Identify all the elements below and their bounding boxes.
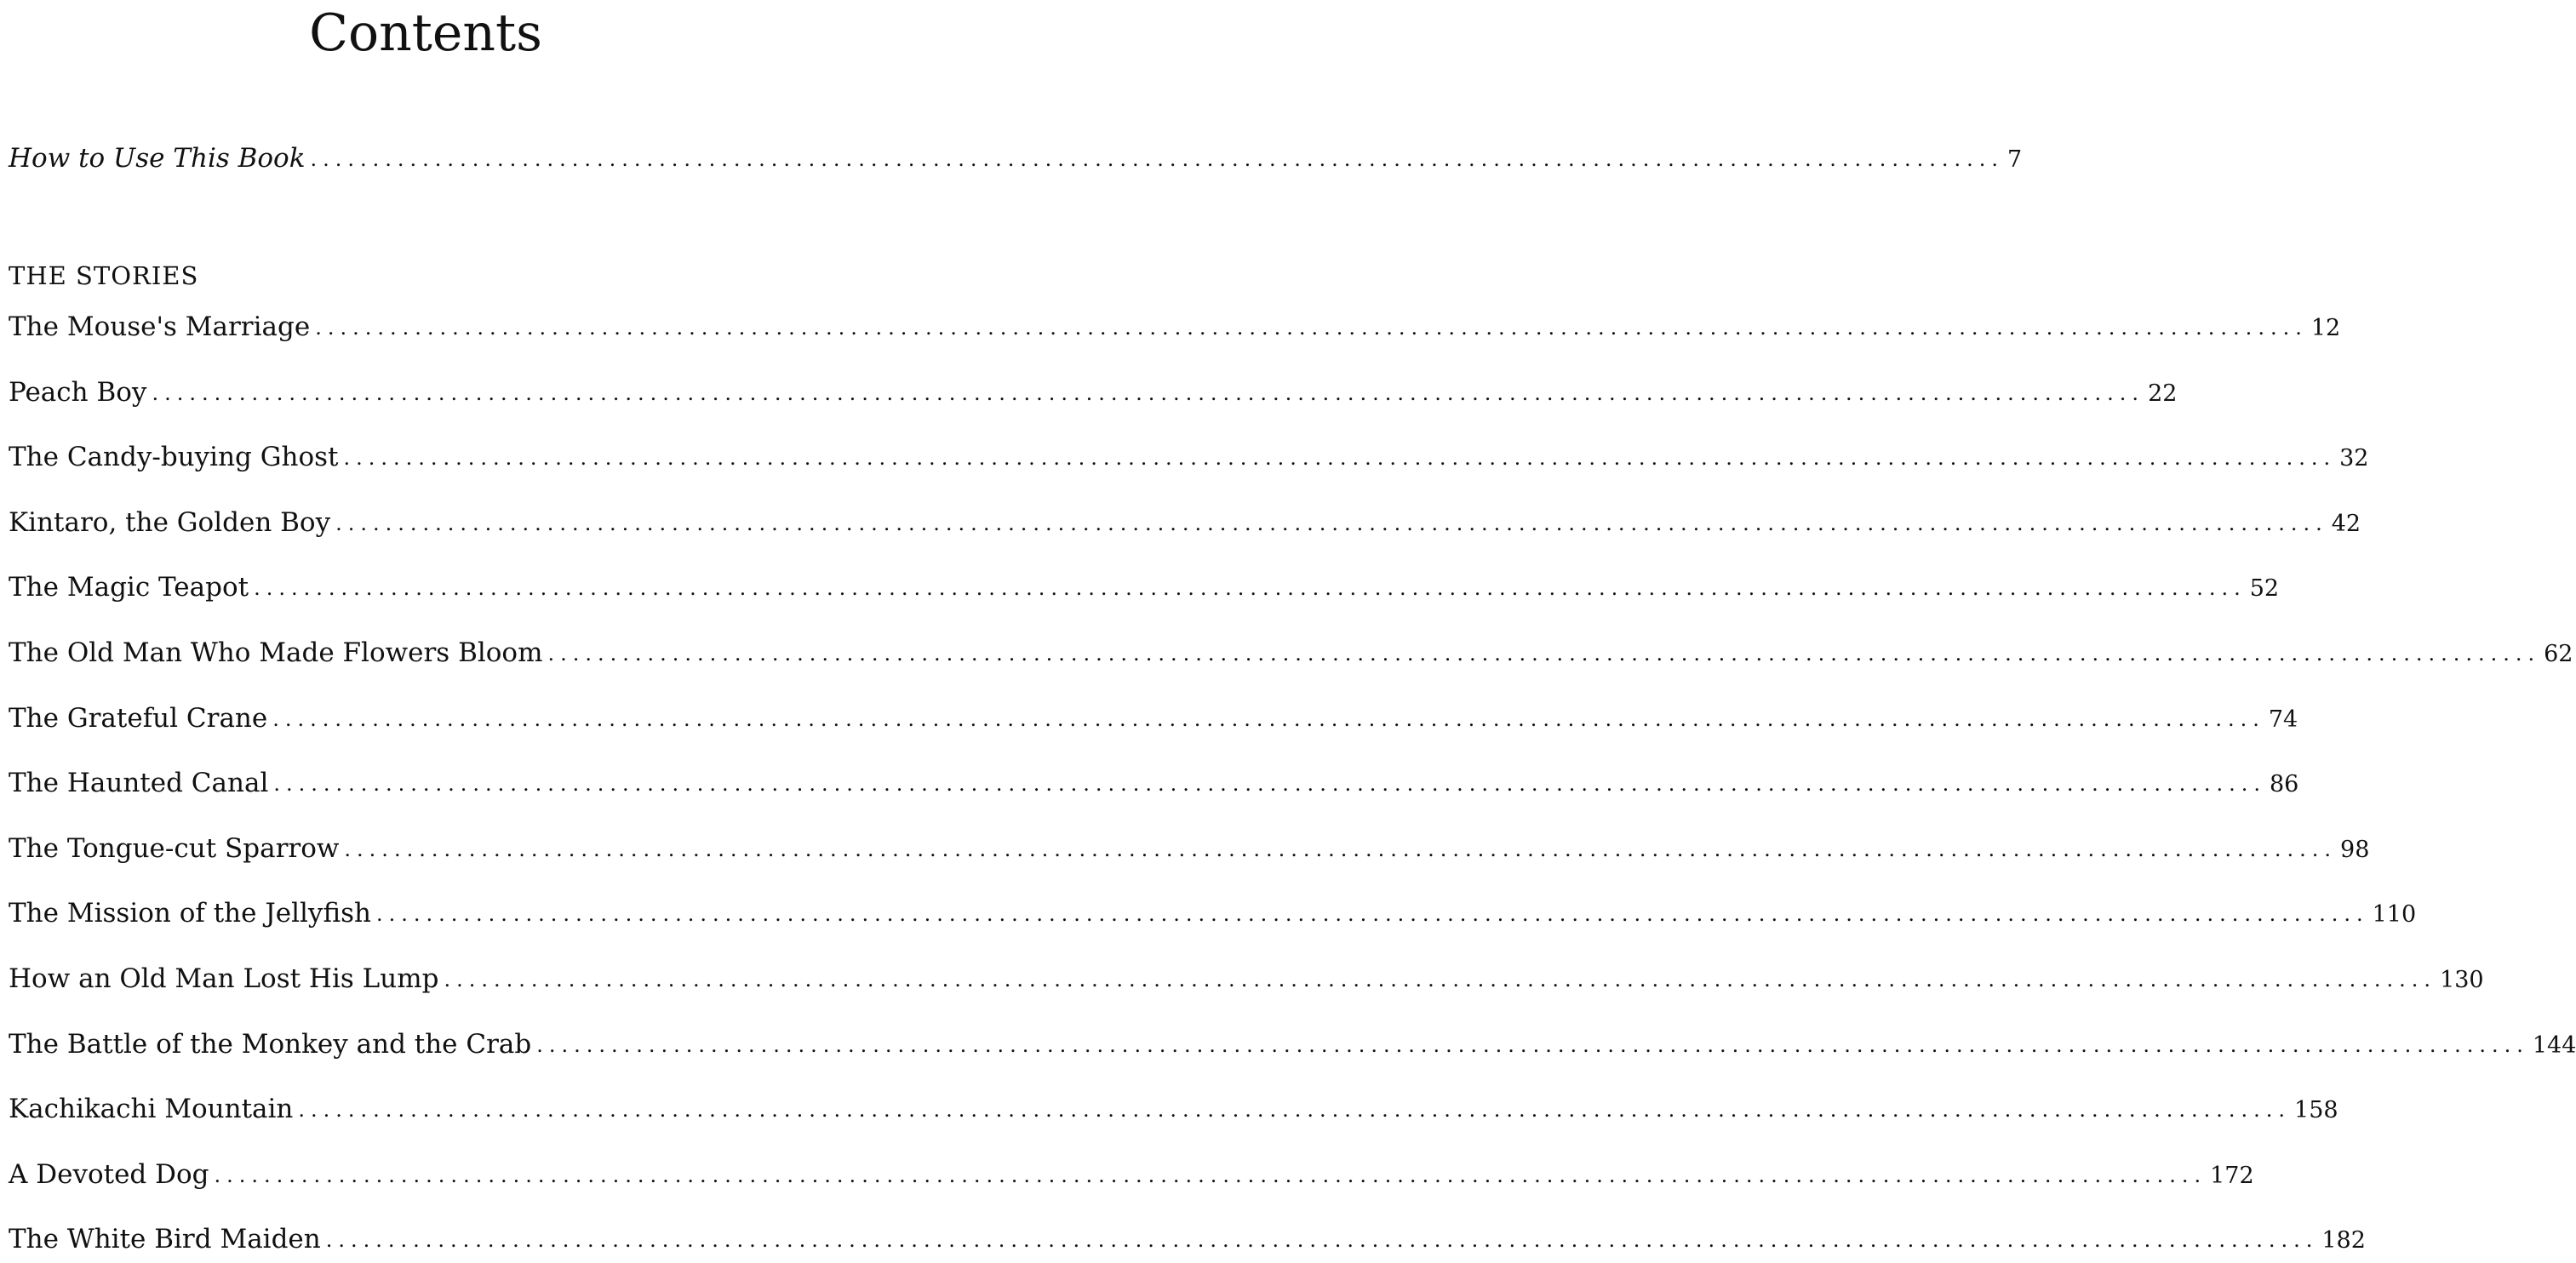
toc-entry-page: 52 xyxy=(2249,575,2280,602)
toc-entry-page: 42 xyxy=(2331,511,2361,537)
toc-entry-label: The Grateful Crane xyxy=(9,703,268,734)
toc-entry-label: Peach Boy xyxy=(9,377,147,408)
toc-entry-page: 74 xyxy=(2268,706,2298,733)
dot-leader: ........................................................................................................................................ xyxy=(310,147,2005,171)
toc-entry-page: 7 xyxy=(2007,146,2023,173)
toc-entry-page: 130 xyxy=(2440,967,2484,993)
toc-entry[interactable] xyxy=(9,1027,2576,1061)
dot-leader: ................................................................................................................................................................ xyxy=(325,1228,2319,1252)
toc-entry-label: A Devoted Dog xyxy=(9,1159,209,1190)
toc-entry-label: Kachikachi Mountain xyxy=(9,1094,294,1124)
toc-entry-page: 12 xyxy=(2310,315,2341,341)
toc-entry-page: 172 xyxy=(2210,1163,2254,1189)
toc-entry[interactable] xyxy=(9,962,2484,996)
dot-leader: ................................................................................................................................................................ xyxy=(254,576,2247,600)
toc-entry[interactable] xyxy=(9,1222,2366,1256)
toc-entry[interactable] xyxy=(9,310,2341,344)
toc-entry[interactable] xyxy=(9,896,2417,930)
dot-leader: ................................................................................................................................................................ xyxy=(152,381,2145,405)
toc-entry-page: 144 xyxy=(2532,1032,2576,1059)
toc-entry-label: Kintaro, the Golden Boy xyxy=(9,507,331,538)
toc-entry-page: 32 xyxy=(2339,445,2369,471)
dot-leader: ................................................................................................................................................................ xyxy=(547,642,2541,666)
toc-entry-label: The Magic Teapot xyxy=(9,572,249,603)
dot-leader: ................................................................................................................................................................ xyxy=(273,772,2266,796)
toc-entry-label: The White Bird Maiden xyxy=(9,1224,321,1254)
toc-entry[interactable] xyxy=(9,1092,2338,1126)
toc-entry-how-to-use[interactable] xyxy=(9,141,2023,175)
dot-leader: ................................................................................................................................................................ xyxy=(335,511,2328,535)
toc-entry-page: 86 xyxy=(2269,771,2299,797)
dot-leader: ................................................................................................................................................................ xyxy=(376,902,2369,926)
toc-entry[interactable] xyxy=(9,506,2361,540)
dot-leader: ................................................................................................................................................................ xyxy=(272,707,2265,731)
dot-leader: ................................................................................................................................................................ xyxy=(298,1098,2292,1122)
toc-entry-label: The Candy-buying Ghost xyxy=(9,442,339,472)
toc-entry-label: The Old Man Who Made Flowers Bloom xyxy=(9,637,543,668)
toc-entry-page: 158 xyxy=(2294,1097,2338,1123)
toc-entry-label: The Tongue-cut Sparrow xyxy=(9,833,340,864)
toc-entry-page: 62 xyxy=(2544,641,2573,667)
toc-entry[interactable] xyxy=(9,440,2369,474)
toc-entry-label: How to Use This Book xyxy=(9,143,306,174)
toc-entry-page: 22 xyxy=(2148,380,2178,407)
toc-entry[interactable] xyxy=(9,701,2298,735)
toc-entry-page: 98 xyxy=(2340,837,2370,863)
dot-leader: ................................................................................................................................................................ xyxy=(536,1033,2529,1057)
page-title: Contents xyxy=(309,3,542,63)
dot-leader: ................................................................................................................................................................ xyxy=(315,316,2308,340)
toc-entry-page: 182 xyxy=(2321,1227,2366,1254)
toc-entry-label: How an Old Man Lost His Lump xyxy=(9,963,439,994)
toc-entry[interactable] xyxy=(9,375,2178,409)
toc-entry-label: The Battle of the Monkey and the Crab xyxy=(9,1029,532,1060)
dot-leader: ................................................................................................................................................................ xyxy=(444,968,2437,992)
toc-entry-label: The Haunted Canal xyxy=(9,768,269,798)
toc-entry-label: The Mission of the Jellyfish xyxy=(9,898,371,929)
dot-leader: ................................................................................................................................................................ xyxy=(344,837,2338,861)
dot-leader: ................................................................................................................................................................ xyxy=(343,446,2337,470)
section-heading: THE STORIES xyxy=(9,261,199,290)
toc-entry[interactable] xyxy=(9,636,2573,670)
toc-entry[interactable] xyxy=(9,766,2299,800)
toc-entry-label: The Mouse's Marriage xyxy=(9,311,311,342)
toc-entry[interactable] xyxy=(9,832,2370,866)
toc-entry[interactable] xyxy=(9,1157,2254,1192)
toc-entry[interactable] xyxy=(9,570,2280,604)
toc-entry-page: 110 xyxy=(2372,901,2417,928)
dot-leader: ................................................................................................................................................................ xyxy=(214,1163,2207,1187)
